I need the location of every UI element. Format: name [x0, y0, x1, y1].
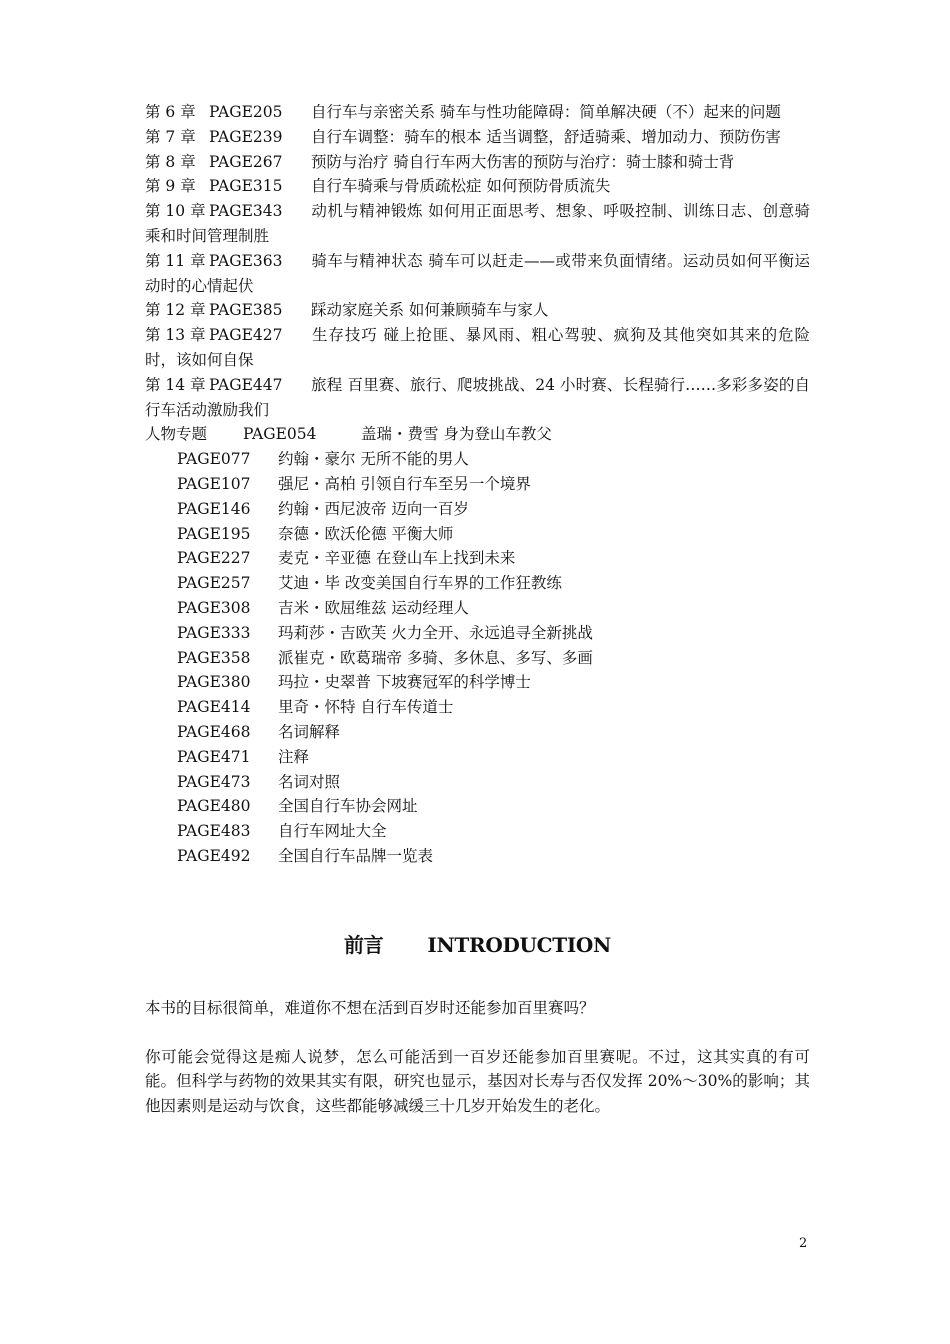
chapter-title: 骑车与精神状态 骑车可以赶走——或带来负面情绪。运动员如何平衡运动时的心情起伏 [145, 251, 810, 295]
chapter-entry [145, 150, 810, 175]
chapter-title: 踩动家庭关系 如何兼顾骑车与家人 [311, 301, 549, 320]
list-item-title: 派崔克・欧葛瑞帝 多骑、多休息、多写、多画 [278, 648, 593, 667]
list-item [145, 447, 810, 472]
list-item [145, 571, 810, 596]
list-item-page-ref: PAGE480 [177, 797, 251, 816]
list-item-title: 麦克・辛亚德 在登山车上找到未来 [278, 549, 516, 568]
list-item-title: 注释 [278, 747, 310, 766]
people-section-label: 人物专题 [145, 425, 208, 444]
list-item-page-ref: PAGE308 [177, 598, 251, 617]
people-section-header [145, 422, 810, 447]
list-item-page-ref: PAGE195 [177, 524, 251, 543]
chapter-entry [145, 249, 810, 299]
chapter-number: 第 9 章 [145, 177, 196, 196]
people-section-title: 盖瑞・费雪 身为登山车教父 [361, 425, 552, 444]
chapter-page-ref: PAGE427 [209, 326, 283, 345]
chapter-number: 第 7 章 [145, 127, 196, 146]
list-item-title: 名词解释 [278, 722, 341, 741]
chapter-page-ref: PAGE447 [209, 375, 283, 394]
list-item-page-ref: PAGE473 [177, 772, 251, 791]
chapter-list [145, 100, 810, 422]
chapter-number: 第 14 章 [145, 375, 206, 394]
chapter-page-ref: PAGE239 [209, 127, 283, 146]
list-item [145, 794, 810, 819]
list-item [145, 819, 810, 844]
list-item [145, 546, 810, 571]
list-item [145, 522, 810, 547]
list-item [145, 596, 810, 621]
list-item-page-ref: PAGE492 [177, 846, 251, 865]
list-item-title: 自行车网址大全 [278, 822, 387, 841]
people-list [145, 447, 810, 869]
list-item-page-ref: PAGE146 [177, 499, 251, 518]
list-item-page-ref: PAGE483 [177, 822, 251, 841]
list-item-title: 玛拉・史翠普 下坡赛冠军的科学博士 [278, 673, 531, 692]
chapter-entry [145, 100, 810, 125]
chapter-title: 预防与治疗 骑自行车两大伤害的预防与治疗：骑士膝和骑士背 [311, 152, 735, 171]
list-item [145, 621, 810, 646]
list-item-title: 艾迪・毕 改变美国自行车界的工作狂教练 [278, 574, 562, 593]
chapter-title: 动机与精神锻炼 如何用正面思考、想象、呼吸控制、训练日志、创意骑乘和时间管理制胜 [145, 202, 810, 245]
list-item-title: 里奇・怀特 自行车传道士 [278, 698, 454, 717]
list-item-page-ref: PAGE380 [177, 673, 251, 692]
list-item-page-ref: PAGE227 [177, 549, 251, 568]
chapter-number: 第 6 章 [145, 103, 196, 121]
list-item-title: 约翰・豪尔 无所不能的男人 [278, 450, 469, 469]
section-heading-en: INTRODUCTION [427, 932, 611, 957]
section-heading [145, 931, 810, 959]
list-item-title: 全国自行车品牌一览表 [278, 846, 434, 865]
intro-paragraph: 本书的目标很简单，难道你不想在活到百岁时还能参加百里赛吗？ [145, 998, 595, 1017]
list-item [145, 745, 810, 770]
list-item-page-ref: PAGE358 [177, 648, 251, 667]
list-item-page-ref: PAGE077 [177, 450, 251, 469]
page-number: 2 [799, 1236, 808, 1251]
list-item [145, 646, 810, 671]
chapter-page-ref: PAGE267 [209, 152, 283, 171]
chapter-title: 旅程 百里赛、旅行、爬坡挑战、24 小时赛、长程骑行……多彩多姿的自行车活动激励我们 [145, 375, 810, 419]
list-item-page-ref: PAGE333 [177, 623, 251, 642]
chapter-title: 自行车与亲密关系 骑车与性功能障碍：简单解决硬（不）起来的问题 [311, 103, 781, 121]
list-item-title: 玛莉莎・吉欧芙 火力全开、永远追寻全新挑战 [278, 623, 593, 642]
list-item-page-ref: PAGE471 [177, 747, 251, 766]
list-item [145, 844, 810, 869]
chapter-entry [145, 373, 810, 423]
chapter-title: 自行车骑乘与骨质疏松症 如何预防骨质流失 [311, 177, 611, 196]
list-item-page-ref: PAGE414 [177, 698, 251, 717]
chapter-number: 第 8 章 [145, 152, 196, 171]
list-item [145, 472, 810, 497]
list-item [145, 770, 810, 795]
intro-paragraph: 你可能会觉得这是痴人说梦，怎么可能活到一百岁还能参加百里赛呢。不过，这其实真的有可能。但科学与药物的效果其实有限，研究也显示，基因对长寿与否仅发挥 20%～30%的影响；其他因素则是运动与饮食，这些都能够减缓三十几岁开始发生的老化。 [145, 1047, 810, 1116]
chapter-page-ref: PAGE343 [209, 202, 283, 221]
list-item-title: 吉米・欧屈维兹 运动经理人 [278, 598, 469, 617]
chapter-page-ref: PAGE315 [209, 177, 283, 196]
chapter-number: 第 10 章 [145, 202, 206, 221]
chapter-entry [145, 174, 810, 199]
chapter-title: 生存技巧 碰上抢匪、暴风雨、粗心驾驶、疯狗及其他突如其来的危险时，该如何自保 [145, 326, 810, 369]
list-item [145, 720, 810, 745]
list-item-title: 约翰・西尼波帝 迈向一百岁 [278, 499, 469, 518]
list-item-page-ref: PAGE257 [177, 574, 251, 593]
list-item [145, 695, 810, 720]
chapter-entry [145, 199, 810, 249]
list-item-title: 全国自行车协会网址 [278, 797, 418, 816]
chapter-number: 第 11 章 [145, 251, 206, 270]
list-item-page-ref: PAGE107 [177, 474, 251, 493]
list-item-title: 奈德・欧沃伦德 平衡大师 [278, 524, 454, 543]
list-item [145, 670, 810, 695]
section-heading-cn: 前言 [343, 932, 384, 957]
list-item [145, 497, 810, 522]
chapter-entry [145, 125, 810, 150]
document-page [145, 100, 810, 1119]
list-item-title: 强尼・高柏 引领自行车至另一个境界 [278, 474, 531, 493]
chapter-page-ref: PAGE205 [209, 103, 283, 121]
people-section-page-ref: PAGE054 [243, 425, 317, 444]
chapter-title: 自行车调整：骑车的根本 适当调整，舒适骑乘、增加动力、预防伤害 [311, 127, 781, 146]
list-item-title: 名词对照 [278, 772, 341, 791]
list-item-page-ref: PAGE468 [177, 722, 251, 741]
chapter-page-ref: PAGE385 [209, 301, 283, 320]
chapter-entry [145, 298, 810, 323]
chapter-entry [145, 323, 810, 373]
chapter-page-ref: PAGE363 [209, 251, 283, 270]
chapter-number: 第 12 章 [145, 301, 206, 320]
chapter-number: 第 13 章 [145, 326, 206, 345]
